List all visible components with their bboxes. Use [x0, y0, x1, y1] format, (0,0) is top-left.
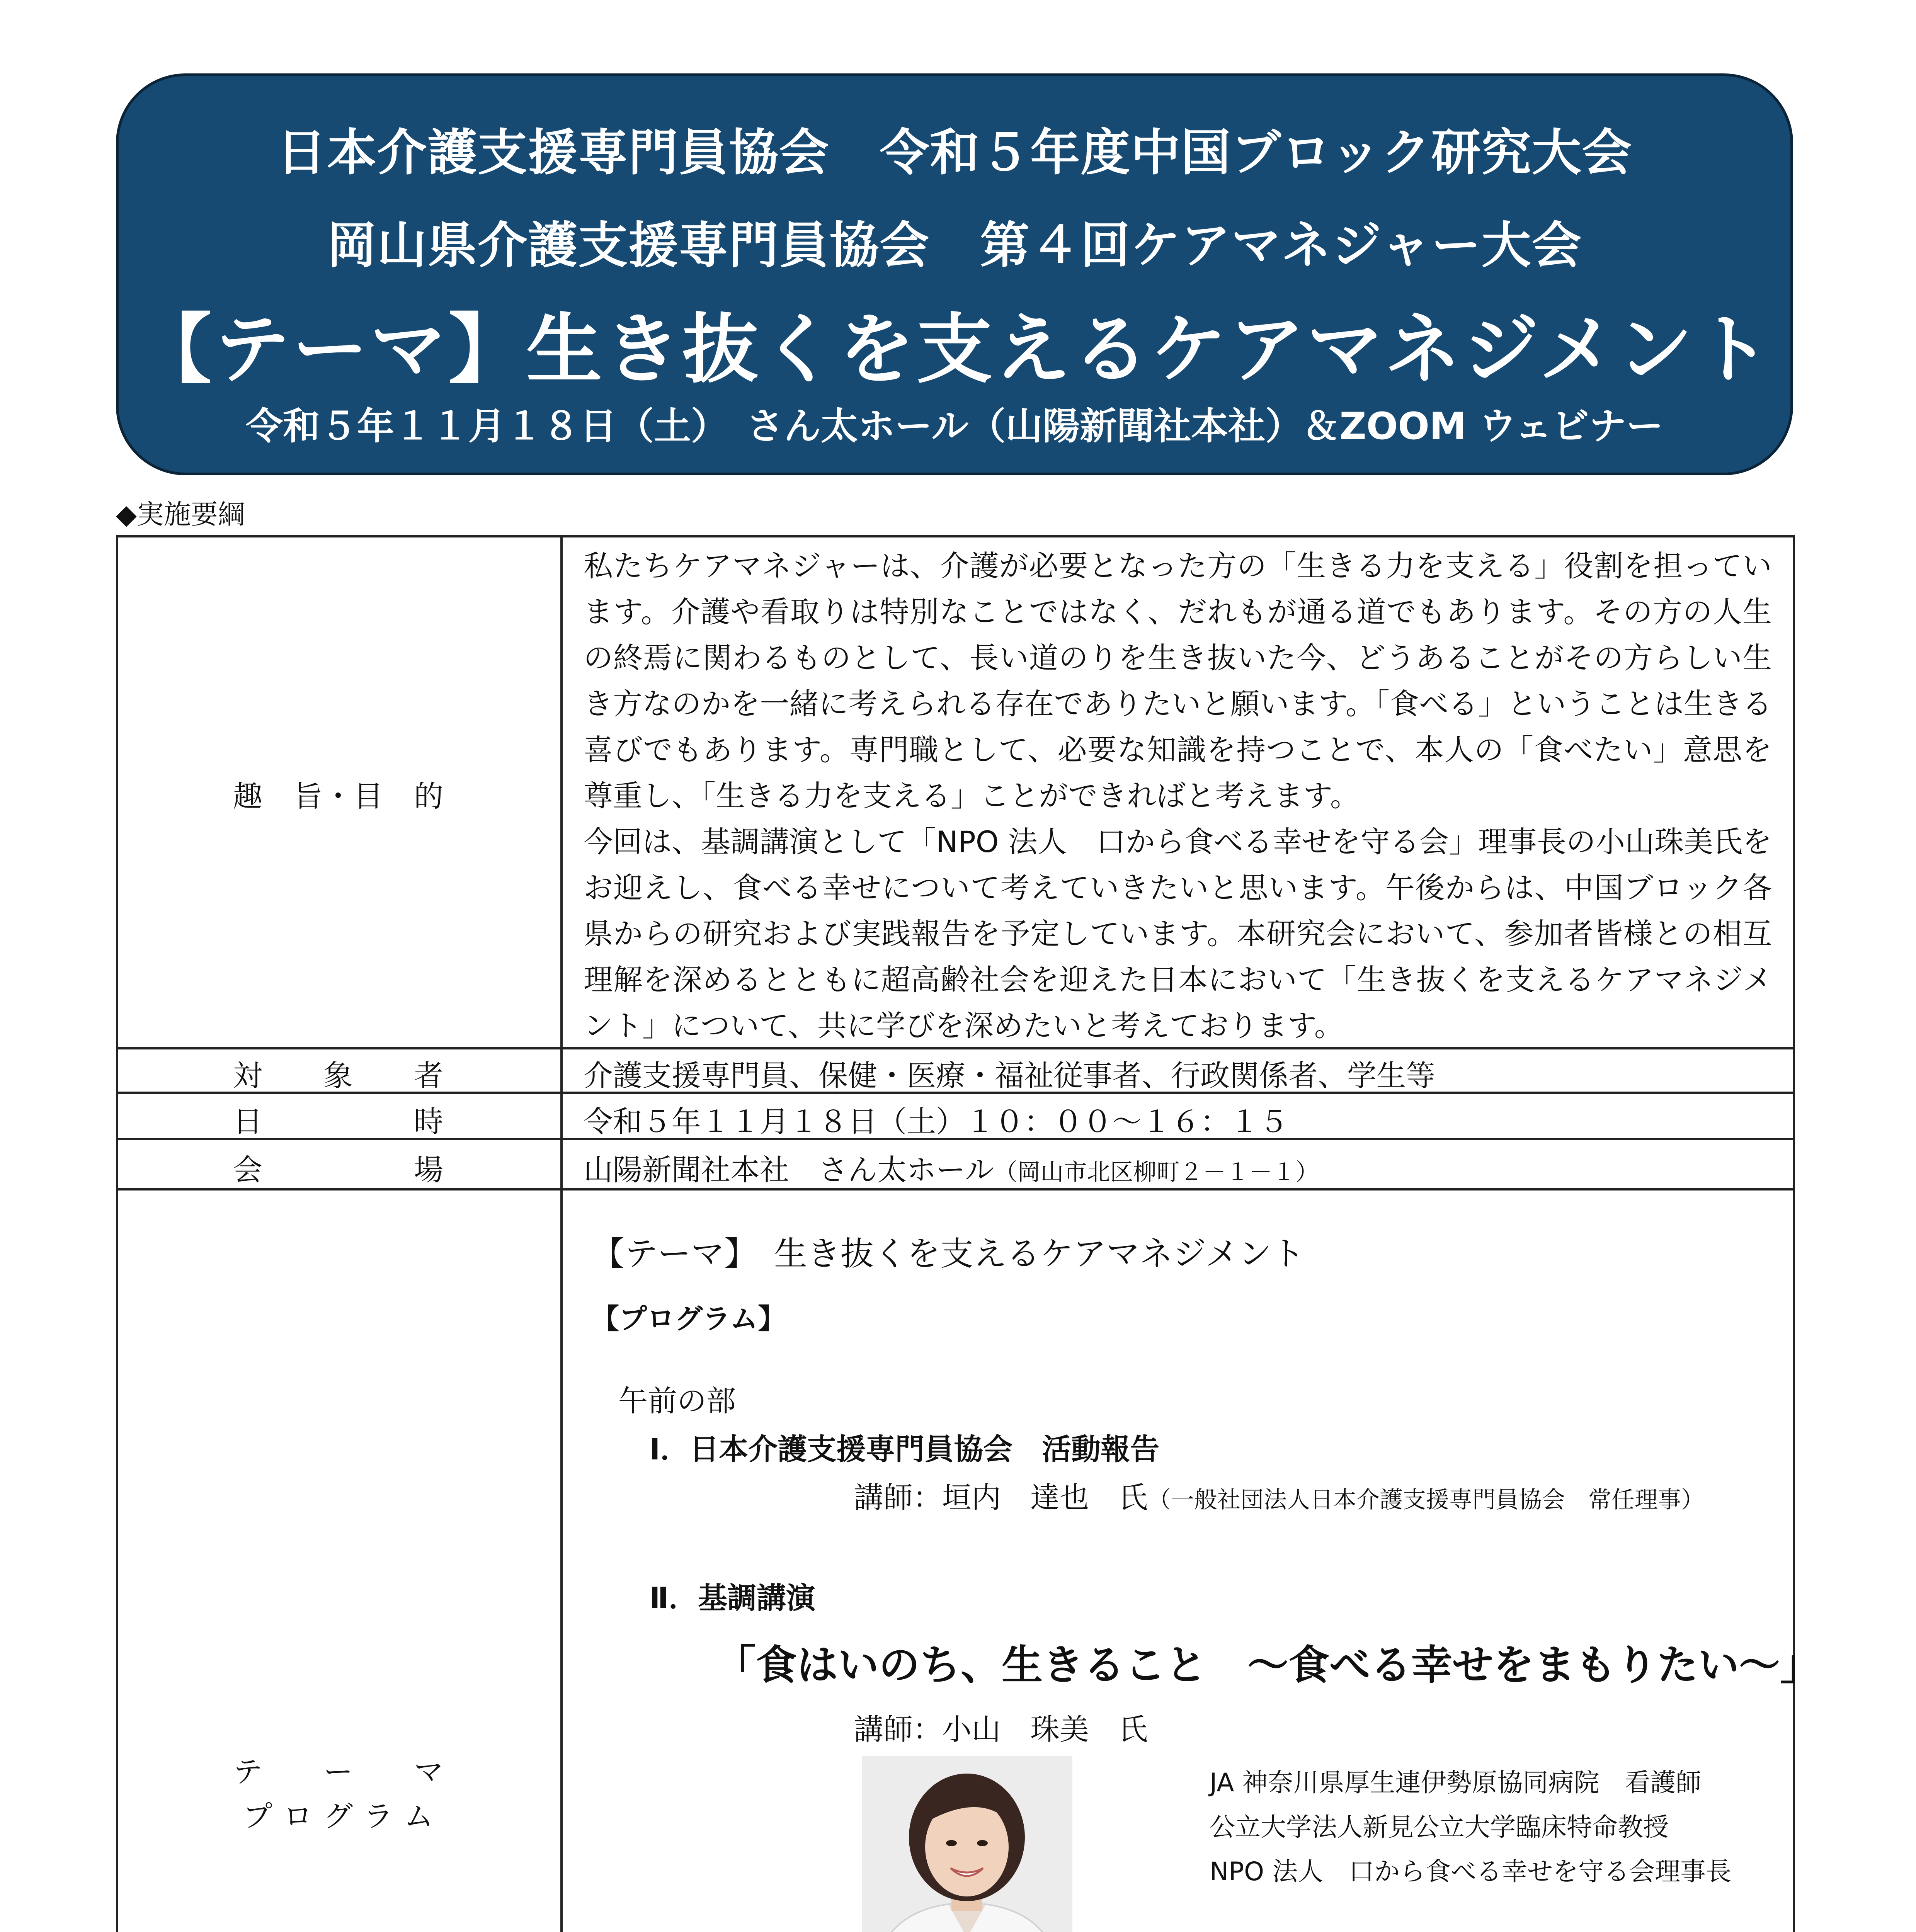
morning-heading: 午前の部 — [618, 1384, 736, 1418]
table-rule — [116, 535, 118, 1932]
header-line1: 日本介護支援専門員協会 令和５年度中国ブロック研究大会 — [277, 124, 1632, 182]
bio-line3: NPO 法人 口から食べる幸せを守る会理事長 — [1210, 1857, 1732, 1886]
target-label: 対 象 者 — [233, 1058, 444, 1093]
header-date-venue: 令和５年１１月１８日（土） さん太ホール（山陽新聞社本社）＆ZOOM ウェビナー — [245, 405, 1664, 448]
datetime-label: 日 時 — [233, 1104, 444, 1139]
item1-speaker-name: 講師：垣内 達也 氏 — [854, 1480, 1148, 1515]
program-label-line2: プ ロ グ ラ ム — [243, 1799, 434, 1833]
purpose-paragraph-1: 私たちケアマネジャーは、介護が必要となった方の「生きる力を支える」役割を担っています。介護や看取りは特別なことではなく、だれもが通る道でもあります。その方の人生の終焉に関わるものとして、長い道のりを生き抜いた今、どうあることがその方らしい生き方なのかを一緒に考えられる存在でありたいと願います。「食べる」ということは生きる喜びでもあります。専門職として、必要な知識を持つことで、本人の「食べたい」意思を尊重し、「生きる力を支える」ことができればと考えます。 — [584, 549, 1772, 813]
bio-line2: 公立大学法人新見公立大学臨床特命教授 — [1210, 1812, 1669, 1842]
venue-value — [584, 1146, 1772, 1189]
outline-title: ◆実施要綱 — [116, 498, 245, 530]
venue-label: 会 場 — [233, 1153, 444, 1187]
venue-address: （岡山市北区柳町２－１－１） — [994, 1159, 1319, 1186]
item1-speaker-affil: （一般社団法人日本介護支援専門員協会 常任理事） — [1148, 1486, 1704, 1514]
item2-speaker: 講師：小山 珠美 氏 — [854, 1712, 1148, 1747]
table-rule — [1793, 535, 1795, 1932]
program-label-line1: テ ー マ — [233, 1755, 444, 1789]
purpose-label: 趣 旨・目 的 — [233, 779, 444, 813]
purpose-paragraph-2: 今回は、基調講演として「NPO 法人 口から食べる幸せを守る会」理事長の小山珠美氏をお迎えし、食べる幸せについて考えていきたいと思います。午後からは、中国ブロック各県からの研究および実践報告を予定しています。本研究会において、参加者皆様との相互理解を深めるとともに超高齢社会を迎えた日本において「生き抜くを支えるケアマネジメント」について、共に学びを深めたいと考えております。 — [584, 825, 1772, 1043]
item1-title: Ⅰ．日本介護支援専門員協会 活動報告 — [649, 1432, 1160, 1466]
datetime-value: 令和５年１１月１８日（土）１０：００～１６：１５ — [584, 1104, 1288, 1139]
header-banner — [116, 73, 1793, 475]
target-value: 介護支援専門員、保健・医療・福祉従事者、行政関係者、学生等 — [584, 1058, 1435, 1093]
header-theme: 【テーマ】生き抜くを支えるケアマネジメント — [136, 306, 1773, 394]
table-rule — [560, 535, 563, 1932]
item1-speaker — [854, 1474, 1704, 1516]
speaker-photo — [862, 1756, 1072, 1932]
keynote-title: 「食はいのち、生きること ～食べる幸せをまもりたい～」 — [715, 1641, 1821, 1689]
header-line2: 岡山県介護支援専門員協会 第４回ケアマネジャー大会 — [327, 217, 1582, 274]
purpose-text — [584, 543, 1772, 1049]
item2-title: Ⅱ．基調講演 — [649, 1581, 816, 1615]
outline-table — [116, 535, 1821, 1932]
table-rule — [116, 535, 1795, 537]
bio-line1: JA 神奈川県厚生連伊勢原協同病院 看護師 — [1210, 1768, 1702, 1798]
program-theme: 【テーマ】 生き抜くを支えるケアマネジメント — [591, 1235, 1305, 1273]
program-heading: 【プログラム】 — [591, 1303, 786, 1335]
venue-name: 山陽新聞社本社 さん太ホール — [584, 1153, 994, 1187]
